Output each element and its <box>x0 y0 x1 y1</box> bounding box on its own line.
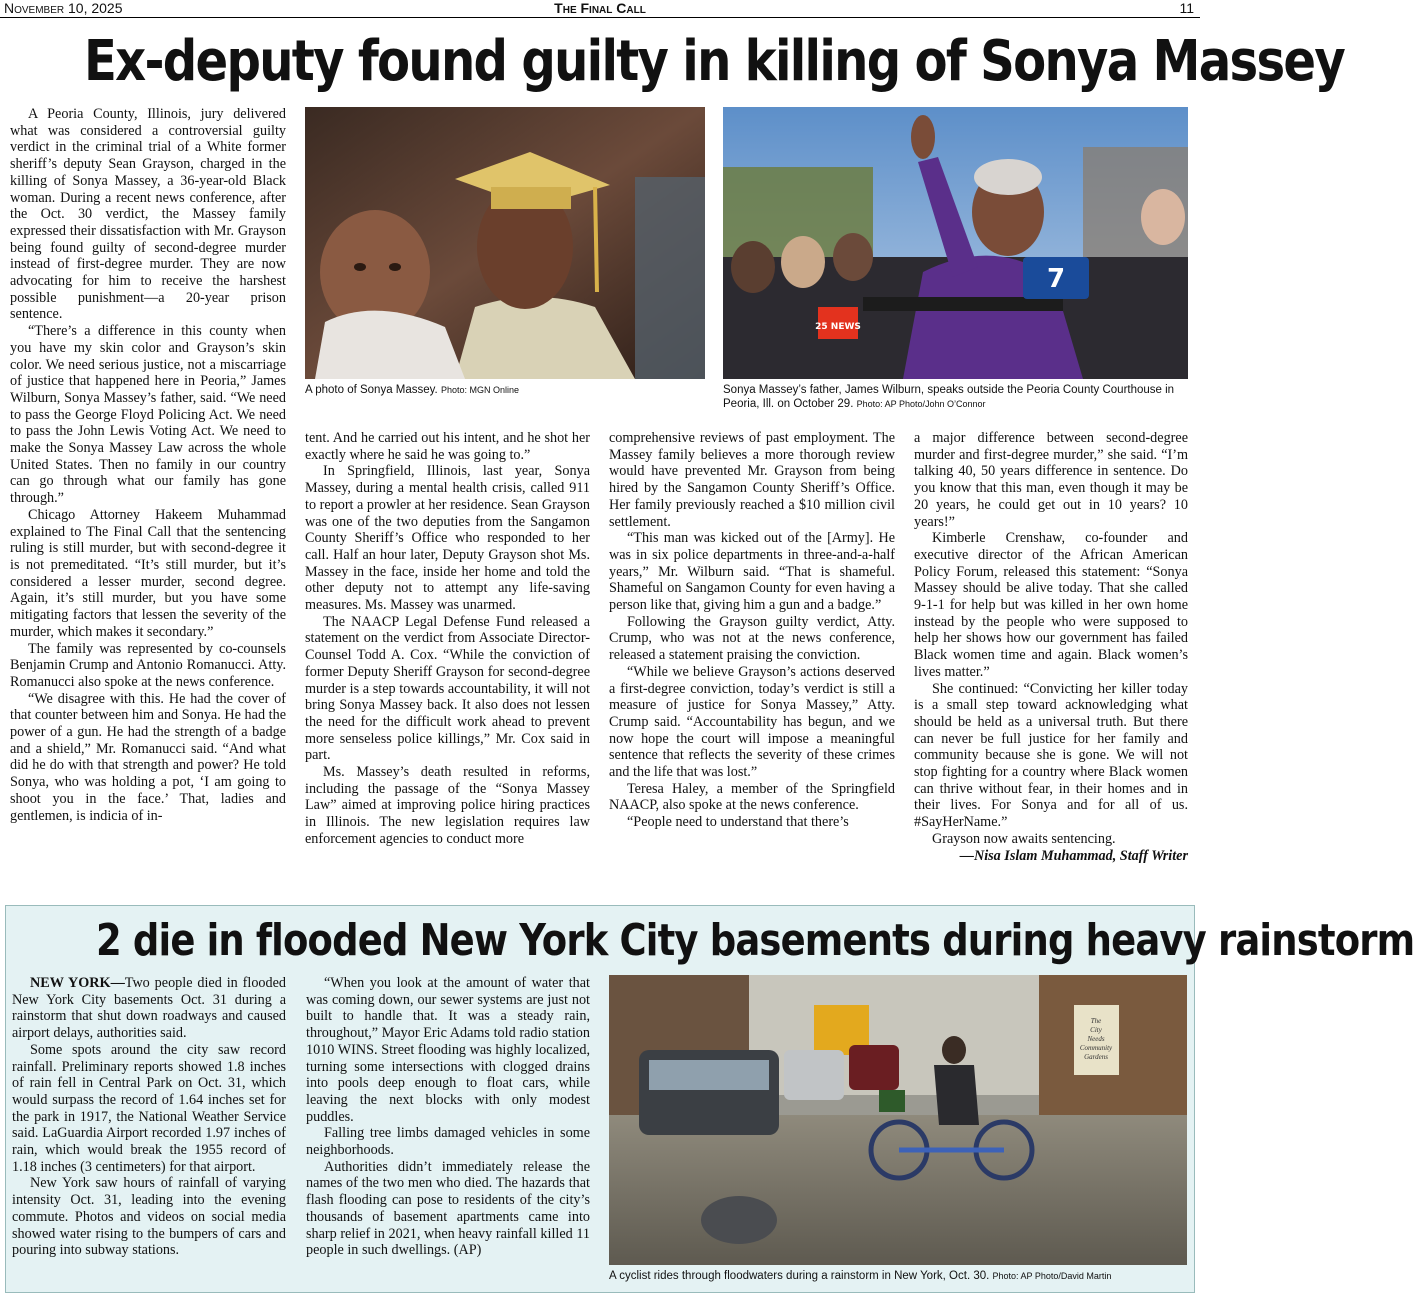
issue-date: November 10, 2025 <box>4 0 123 16</box>
paragraph: “There’s a difference in this county when you have my skin color and Grayson’s skin color. We need serious justice, not a miscarriage of justice that happened here in Peoria,” James Wilburn, Sonya Massey’s father, said. “We need to pass the George Floyd Policing Act. We need to pass the John Lewis Voting Act. We need to make the Sonya Massey Law across the whole United States. Then no family in our country can go through what our family has gone through.” <box>10 323 286 507</box>
tv-logo: 7 <box>1046 264 1066 294</box>
paragraph: a major difference between second-degree murder and first-degree murder,” she said. “I’m talking 40, 50 years difference in sentence. Do you know that this man, even though it may be 20 years, he could get out in 10 years? 10 years!” <box>914 430 1188 530</box>
photo1-caption: A photo of Sonya Massey. Photo: MGN Online <box>305 384 520 396</box>
paragraph: Some spots around the city saw record rainfall. Preliminary reports showed 1.8 inches of rain fell in Central Park on Oct. 31, which would surpass the record of 1.64 inches set for the park in 1917, the National Weather Service said. LaGuardia Airport recorded 1.97 inches of rain, which would break the 1955 record of 1.18 inches (3 centimeters) for that airport. <box>12 1041 286 1175</box>
paragraph: “We disagree with this. He had the cover of that counter between him and Sonya. He had the power of a gun. He had the strength of a badge and a shield,” Mr. Romanucci said. “And what did he do with that strength and power? He told Sonya, who was holding a pot, ‘I am going to shoot you in the face.’ That, ladies and gentlemen, is indicia of in- <box>10 690 286 824</box>
paragraph: Ms. Massey’s death resulted in reforms, including the passage of the “Sonya Massey Law” aimed at improving police hiring practices in Illinois. The new legislation requires law enforcement agencies to conduct more <box>305 764 590 847</box>
article-headline: Ex-deputy found guilty in killing of Sonya Massey <box>84 29 1345 94</box>
paragraph: New York saw hours of rainfall of varying intensity Oct. 31, leading into the evening commute. Photos and videos on social media showed water rising to the bumpers of cars and pouring into subway stations. <box>12 1175 286 1259</box>
dateline: NEW YORK— <box>30 975 125 991</box>
article-column-3 <box>609 430 895 900</box>
article-column-4 <box>914 430 1188 900</box>
paragraph: Chicago Attorney Hakeem Muhammad explained to The Final Call that the sentencing ruling is still murder, but with second-degree it is not premeditated. “It’s still murder, but it’s considered a lesser murder, second degree. Again, it’s still murder, but you have some mitigating factors that lessen the severity of the murder, which makes it secondary.” <box>10 506 286 640</box>
byline: —Nisa Islam Muhammad, Staff Writer <box>959 847 1188 864</box>
article2-column-1 <box>12 975 286 1285</box>
paragraph: Grayson now awaits sentencing. <box>932 830 1116 847</box>
article-column-2 <box>305 430 590 900</box>
paragraph: The NAACP Legal Defense Fund released a statement on the verdict from Associate Director-Counsel Todd A. Cox. “While the conviction of former Deputy Sheriff Grayson for second-degree murder is a step towards accountability, it will not bring Sonya Massey back. It also does not lessen the need for the difficult work ahead to prevent more senseless police killings,” Mr. Cox said in part. <box>305 613 590 764</box>
photo-flooded-street <box>609 975 1187 1265</box>
paragraph: Two people died in flooded New York City basements Oct. 31 during a rainstorm that shut down roadways and caused airport delays, authorities said. <box>12 975 286 1042</box>
running-head <box>0 0 1200 18</box>
article2-headline: 2 die in flooded New York City basements during heavy rainstorm <box>96 915 1414 966</box>
paper-name: The Final Call <box>554 0 646 16</box>
photo3-caption: A cyclist rides through floodwaters during a rainstorm in New York, Oct. 30. Photo: AP Photo/David Martin <box>609 1270 1112 1282</box>
paragraph: In Springfield, Illinois, last year, Sonya Massey, during a mental health crisis, called 911 to report a prowler at her residence. Sean Grayson was one of the two deputies from the Sangamon County Sheriff’s Office who responded to her call. Half an hour later, Deputy Grayson shot Ms. Massey in the face, inside her home and told the other deputy not to attempt any life-saving measures. Ms. Massey was unarmed. <box>305 463 590 614</box>
paragraph: “This man was kicked out of the [Army]. He was in six police departments in three-and-a-half years,” Mr. Wilburn said. “That is shameful. Shameful on Sangamon County for even having a person like that, giving him a gun and a badge.” <box>609 530 895 614</box>
paragraph: Kimberle Crenshaw, co-founder and executive director of the African American Policy Forum, released this statement: “Sonya Massey should be alive today. That she called 9-1-1 for help but was killed in her own home instead by the people who were supposed to help her shows how our government has failed Black women time and again. Black women’s lives matter.” <box>914 530 1188 680</box>
paragraph: The family was represented by co-counsels Benjamin Crump and Antonio Romanucci. Atty. Romanucci also spoke at the news conference. <box>10 640 286 690</box>
paragraph: Following the Grayson guilty verdict, Atty. Crump, who was not at the news conference, released a statement praising the conviction. <box>609 613 895 664</box>
paragraph: Teresa Haley, a member of the Springfield NAACP, also spoke at the news conference. <box>609 780 895 814</box>
photo2-caption: Sonya Massey’s father, James Wilburn, speaks outside the Peoria County Courthouse in Peoria, Ill. on October 29. Photo: AP Photo/John O’Connor <box>723 384 1175 410</box>
paragraph: “People need to understand that there’s <box>627 814 849 831</box>
photo-sonya-massey <box>305 107 705 379</box>
paragraph: “When you look at the amount of water that was coming down, our sewer systems are just not built to handle that. It was a steady rain, throughout,” Mayor Eric Adams told radio station 1010 WINS. Street flooding was highly localized, turning some intersections with clogged drains into pools deep enough to float cars, while leaving the next blocks with only modest puddles. <box>306 975 590 1125</box>
paragraph: She continued: “Convicting her killer today is a small step toward acknowledging what should be held as a universal truth. But there can never be full justice for her family and community because she is gone. We will not stop fighting for a country where Black women can thrive without fear, in their homes and in their lives. For Sonya and for all of us. #SayHerName.” <box>914 680 1188 831</box>
article-column-1 <box>10 106 286 896</box>
flood-image <box>609 975 1187 1265</box>
press-conference-image <box>723 107 1188 379</box>
page-number: 11 <box>1179 0 1194 16</box>
article2-column-2 <box>306 975 590 1285</box>
paragraph: tent. And he carried out his intent, and he shot her exactly where he said he was going to.” <box>305 430 590 463</box>
photo-press-conference <box>723 107 1188 379</box>
paragraph: comprehensive reviews of past employment. The Massey family believes a more thorough review would have prevented Mr. Grayson from being hired by the Sangamon County Sheriff’s Office. Her family previously reached a $10 million civil settlement. <box>609 430 895 530</box>
paragraph: Falling tree limbs damaged vehicles in some neighborhoods. <box>306 1125 590 1159</box>
portrait-image <box>305 107 705 379</box>
mic-flag: 25 NEWS <box>815 322 861 332</box>
paragraph: “While we believe Grayson’s actions deserved a first-degree conviction, today’s verdict is still a measure of justice for Sonya Massey,” Atty. Crump said. “Accountability has begun, and we now hope the court will impose a meaningful sentence that reflects the severity of these crimes and the life that was lost.” <box>609 663 895 781</box>
bus-sign: The City Needs Community Gardens <box>1079 1017 1113 1061</box>
paragraph: A Peoria County, Illinois, jury delivered what was considered a controversial guilty verdict in the criminal trial of a White former sheriff’s deputy Sean Grayson, charged in the killing of Sonya Massey, a 36-year-old Black woman. During a recent news conference, after the Oct. 30 verdict, the Massey family expressed their dissatisfaction with Mr. Grayson being found guilty of second-degree murder instead of first-degree murder. They are now advocating for him to receive the harshest possible punishment—a 20-year prison sentence. <box>10 106 286 323</box>
paragraph: Authorities didn’t immediately release the names of the two men who died. The hazards that flash flooding can pose to residents of the city’s thousands of basement apartments came into sharp relief in 2021, when heavy rainfall killed 11 people in such dwellings. (AP) <box>306 1158 590 1259</box>
